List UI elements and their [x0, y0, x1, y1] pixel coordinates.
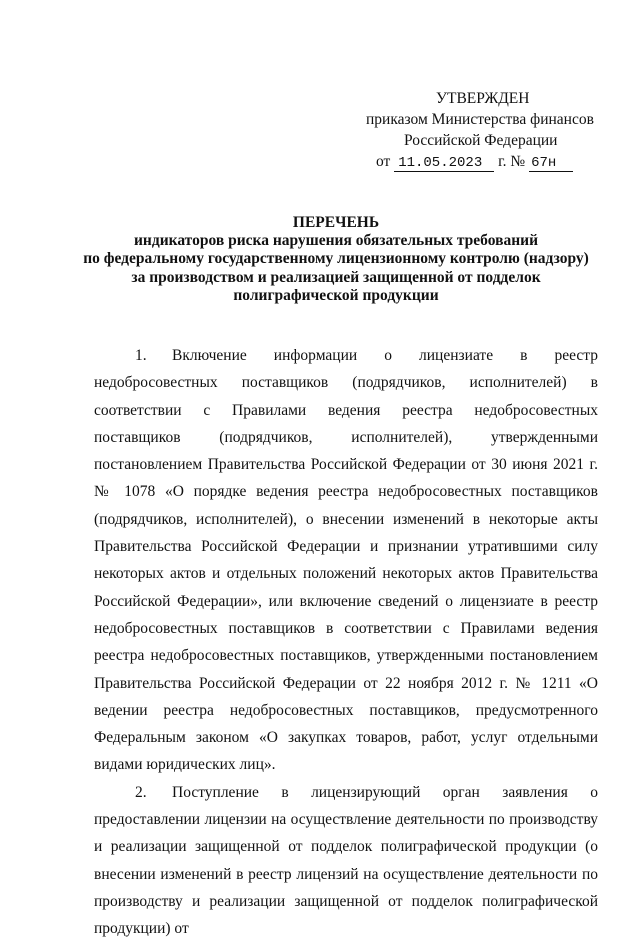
approval-date: 11.05.2023	[394, 155, 494, 172]
document-title	[60, 214, 612, 305]
title-line: за производством и реализацией защищенной от подделок	[131, 268, 541, 286]
approval-number: 67н	[529, 155, 573, 172]
item-number: 1.	[135, 347, 147, 364]
item-text: Поступление в лицензирующий орган заявления о предоставлении лицензии на осуществление деятельности по производству и реализации защищенной от подделок полиграфической продукции (о внесении изменений в реестр лицензий на осуществление деятельности по производству и реализации защищенной от подделок полиграфической продукции) от	[94, 783, 598, 938]
approval-number-label: г. №	[498, 153, 526, 170]
list-item	[94, 342, 598, 779]
approval-heading: УТВЕРЖДЕН	[436, 90, 530, 107]
approval-order-line: приказом Министерства финансов	[366, 111, 594, 128]
item-number: 2.	[135, 783, 147, 801]
title-line: индикаторов риска нарушения обязательных требований	[134, 232, 538, 250]
approval-date-line	[360, 151, 600, 172]
title-line: по федеральному государственному лицензионному контролю (надзору)	[83, 250, 589, 268]
item-text: Включение информации о лицензиате в реестр недобросовестных поставщиков (подрядчиков, исполнителей) в соответствии с Правилами ведения реестра недобросовестных поставщиков (подрядчиков, исполнителей), утвержденными постановлением Правительства Российской Федерации от 30 июня 2021 г. № 1078 «О порядке ведения реестра недобросовестных поставщиков (подрядчиков, исполнителей), о внесении изменений в некоторые акты Правительства Российской Федерации и признании утратившими силу некоторых актов и отдельных положений некоторых актов Правительства Российской Федерации», или включение сведений о лицензиате в реестр недобросовестных поставщиков в соответствии с Правилами ведения реестра недобросовестных поставщиков, утвержденными постановлением Правительства Российской Федерации от 22 ноября 2012 г. № 1211 «О ведении реестра недобросовестных поставщиков, предусмотренного Федеральным законом «О закупках товаров, работ, услуг отдельными видами юридических лиц».	[94, 347, 598, 774]
title-line: полиграфической продукции	[233, 286, 439, 304]
approval-from-label: от	[376, 153, 391, 170]
approval-ministry-line: Российской Федерации	[404, 132, 558, 149]
title-heading: ПЕРЕЧЕНЬ	[292, 214, 380, 231]
document-body	[94, 342, 598, 943]
approval-block	[360, 88, 600, 172]
